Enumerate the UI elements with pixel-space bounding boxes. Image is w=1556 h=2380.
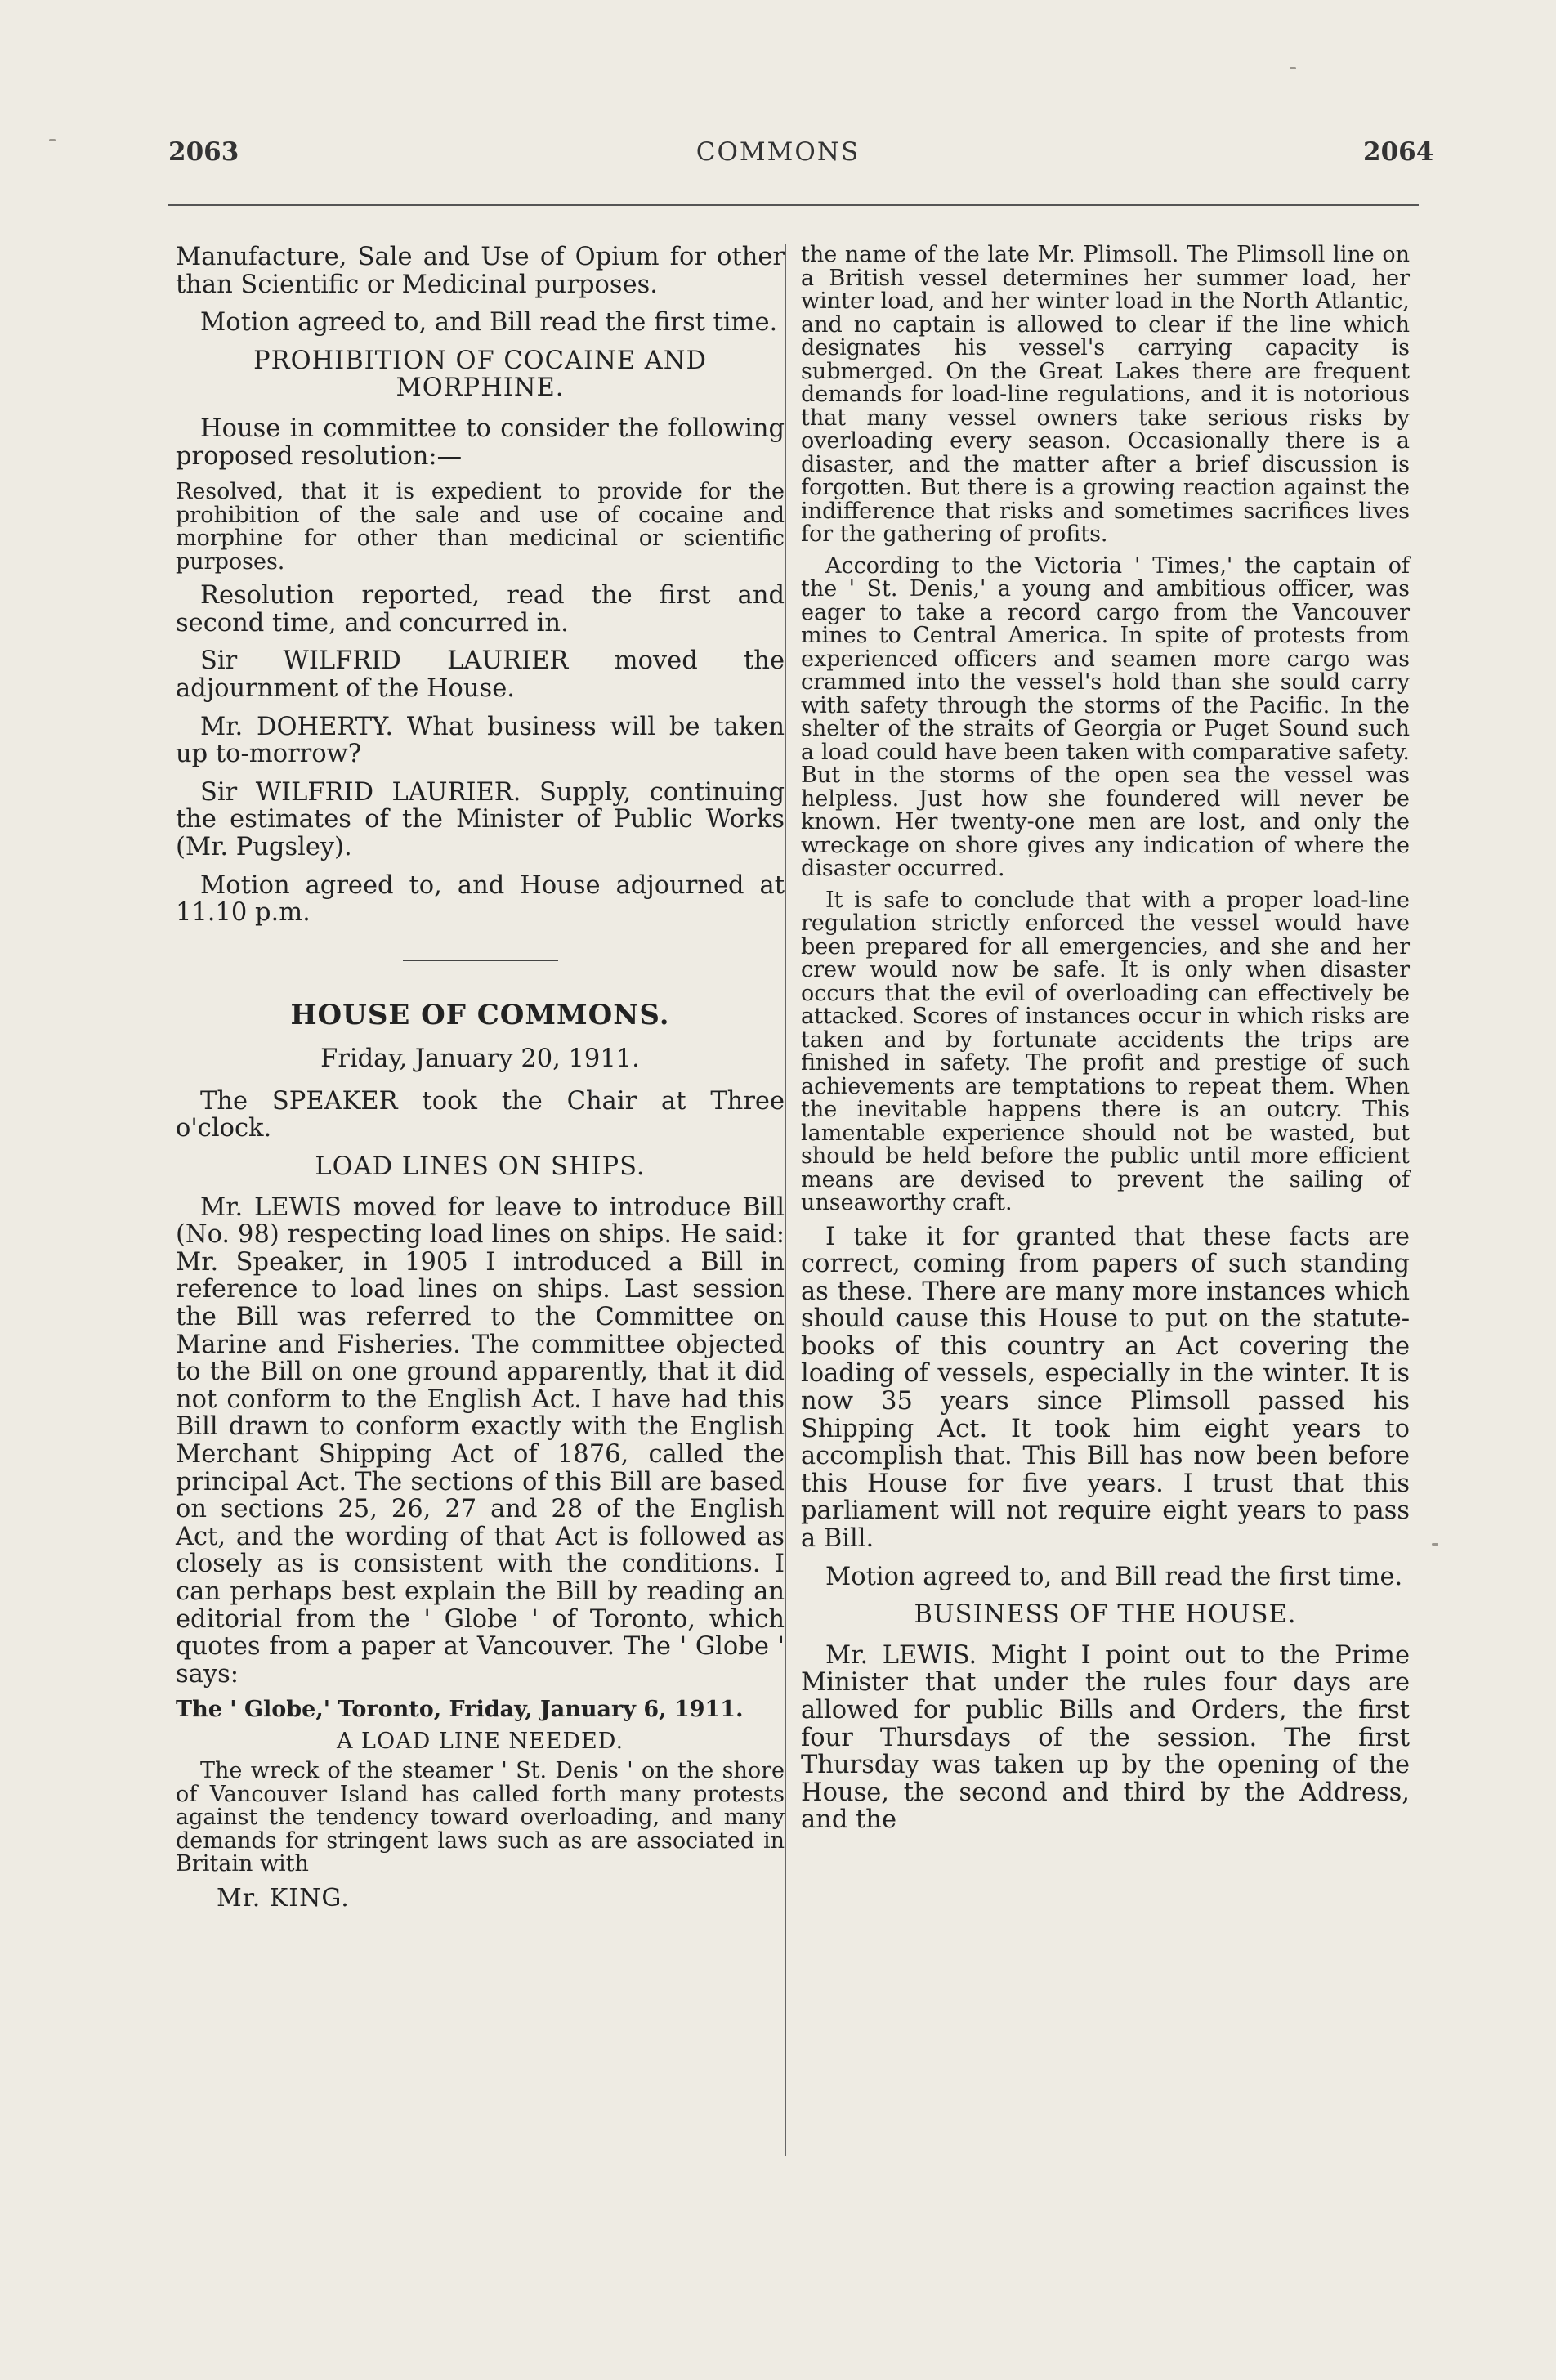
paragraph: Mr. DOHERTY. What business will be taken up to-morrow? — [176, 712, 785, 769]
paper-speck — [49, 139, 56, 141]
quote-source: The ' Globe,' Toronto, Friday, January 6, 1911. — [176, 1697, 744, 1723]
left-column — [176, 244, 785, 1912]
page-number-right: 2064 — [1363, 137, 1434, 167]
paragraph: The SPEAKER took the Chair at Three o'clock. — [176, 1086, 785, 1143]
paragraph: Motion agreed to, and Bill read the first time. — [200, 308, 778, 338]
paragraph: Sir WILFRID LAURIER moved the adjournment of the House. — [176, 646, 785, 703]
paragraph: Mr. LEWIS moved for leave to introduce Bill (No. 98) respecting load lines on ships. He said: Mr. Speaker, in 1905 I introduced a Bill in reference to load lines on ships. Last session the Bill was referred to the Committee on Marine and Fisheries. The committee objected to the Bill on one ground apparently, that it did not conform to the English Act. I have had this Bill drawn to conform exactly with the English Merchant Shipping Act of 1876, called the principal Act. The sections of this Bill are based on sections 25, 26, 27 and 28 of the English Act, and the wording of that Act is followed as closely as is consistent with the conditions. I can perhaps best explain the Bill by reading an editorial from the ' Globe ' of Toronto, which quotes from a paper at Vancouver. The ' Globe ' says: — [176, 1192, 785, 1689]
sitting-date: Friday, January 20, 1911. — [320, 1045, 640, 1074]
editorial-text: According to the Victoria ' Times,' the captain of the ' St. Denis,' a young and ambitious officer, was eager to take a record cargo from the Vancouver mines to Central America. In spite of protests from experienced officers and seamen more cargo was crammed into the vessel's hold than she sould carry with safety through the storms of the Pacific. In the shelter of the straits of Georgia or Puget Sound such a load could have been taken with comparative safety. But in the storms of the open sea the vessel was helpless. Just how she foundered will never be known. Her twenty-one men are lost, and only the wreckage on shore gives any indication of where the disaster occurred. — [801, 552, 1410, 881]
paragraph: Motion agreed to, and Bill read the first time. — [825, 1562, 1403, 1591]
paper-speck — [1432, 1543, 1438, 1546]
column-divider — [785, 244, 786, 2156]
paragraph: Sir WILFRID LAURIER. Supply, continuing the estimates of the Minister of Public Works (Mr. Pugsley). — [176, 777, 785, 861]
header-rule — [168, 204, 1419, 206]
editorial-text: The wreck of the steamer ' St. Denis ' on the shore of Vancouver Island has called forth many protests against the tendency toward overloading, and many demands for stringent laws such as are associated in Britain with — [176, 1758, 785, 1877]
editorial-heading: A LOAD LINE NEEDED. — [336, 1728, 624, 1754]
right-column — [801, 244, 1410, 1845]
editorial-text: the name of the late Mr. Plimsoll. The Plimsoll line on a British vessel determines her summer load, her winter load, and her winter load in the North Atlantic, and no captain is allowed to clear if the line which designates his vessel's carrying capacity is submerged. On the Great Lakes there are frequent demands for load-line regulations, and it is notorious that many vessel owners take serious risks by overloading every season. Occasionally there is a disaster, and the matter after a brief discussion is forgotten. But there is a growing reaction against the indifference that risks and sometimes sacrifices lives for the gathering of profits. — [801, 242, 1410, 547]
paragraph: Manufacture, Sale and Use of Opium for other than Scientific or Medicinal purposes. — [176, 243, 785, 299]
section-heading: BUSINESS OF THE HOUSE. — [914, 1600, 1297, 1630]
paragraph: Mr. LEWIS. Might I point out to the Prime Minister that under the rules four days are allowed for public Bills and Orders, the first four Thursdays of the session. The first Thursday was taken up by the opening of the House, the second and third by the Address, and the — [801, 1640, 1410, 1835]
paper-speck — [1290, 67, 1296, 69]
page-number-left: 2063 — [168, 137, 239, 167]
section-divider — [403, 960, 558, 961]
resolution-text: Resolved, that it is expedient to provide for the prohibition of the sale and use of cocaine and morphine for other than medicinal or scientific purposes. — [176, 479, 785, 575]
editorial-text: It is safe to conclude that with a proper load-line regulation strictly enforced the vessel would have been prepared for all emergencies, and she and her crew would now be safe. It is only when disaster occurs that the evil of overloading can effectively be attacked. Scores of instances occur in which risks are taken and by fortunate accidents the trips are finished in safety. The profit and prestige of such achievements are temptations to repeat them. When the inevitable happens there is an outcry. This lamentable experience should not be wasted, but should be held before the public until more efficient means are devised to prevent the sailing of unseaworthy craft. — [801, 887, 1410, 1215]
paragraph: House in committee to consider the following proposed resolution:— — [176, 414, 785, 471]
paragraph: Resolution reported, read the first and second time, and concurred in. — [176, 581, 785, 638]
section-heading: LOAD LINES ON SHIPS. — [315, 1152, 646, 1182]
house-heading: HOUSE OF COMMONS. — [290, 998, 670, 1031]
running-title: COMMONS — [695, 137, 861, 167]
paragraph: Motion agreed to, and House adjourned at 11.10 p.m. — [176, 870, 785, 928]
section-heading: PROHIBITION OF COCAINE AND MORPHINE. — [253, 346, 707, 403]
header-rule-thin — [168, 212, 1419, 213]
speaker-footer: Mr. KING. — [217, 1883, 350, 1912]
paragraph: I take it for granted that these facts are correct, coming from papers of such standing as these. There are many more instances which should cause this House to put on the statute-books of this country an Act covering the loading of vessels, especially in the winter. It is now 35 years since Plimsoll passed his Shipping Act. It took him eight years to accomplish that. This Bill has now been before this House for five years. I trust that this parliament will not require eight years to pass a Bill. — [801, 1222, 1410, 1554]
